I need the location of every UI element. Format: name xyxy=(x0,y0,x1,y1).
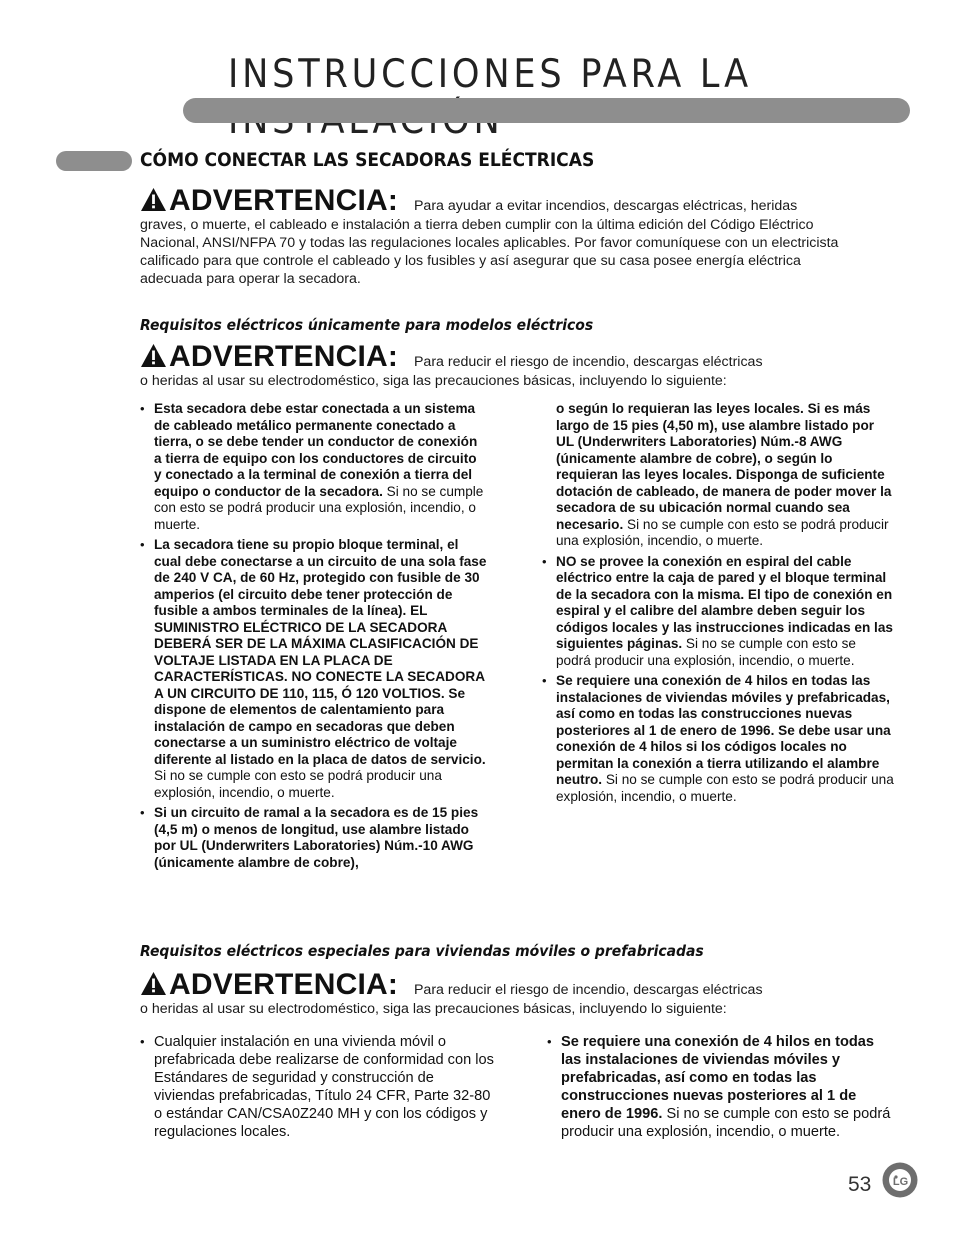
page-title: INSTRUCCIONES PARA LA xyxy=(228,52,752,97)
list-item-continued: o según lo requieran las leyes locales. Si es más largo de 15 pies (4,50 m), use alambre listado por UL (Underwriters Laboratories) Núm.-8 AWG (únicamente alambre de cobre), o según lo requieran las leyes locales. Disponga de suficiente dotación de cableado, de manera de poder mover la secadora de su ubicación normal cuando sea necesario. Si no se cumple con esto se podrá producir una explosión, incendio, o muerte. xyxy=(556,401,892,548)
warning-text-rest: graves, o muerte, el cableado e instalación a tierra deben cumplir con la última edición del Código Eléctrico Nacional, ANSI/NFPA 70 y todas las regulaciones locales aplicables. Por favor comuníquese con un electricista calificado para que controle el cableado y los fusibles y así asegurar que su casa posee energía eléctrica adecuada para operar la secadora. xyxy=(140,217,839,287)
warning-general xyxy=(140,186,860,288)
warning-text-rest: o heridas al usar su electrodoméstico, siga las precauciones básicas, incluyendo lo siguiente: xyxy=(140,373,727,389)
warning-text-rest: o heridas al usar su electrodoméstico, siga las precauciones básicas, incluyendo lo siguiente: xyxy=(140,1001,727,1017)
warning-text-first: Para reducir el riesgo de incendio, descargas eléctricas xyxy=(413,982,763,998)
lg-logo-icon xyxy=(882,1162,918,1198)
mobile-requirements-left xyxy=(140,1033,498,1145)
warning-triangle-icon xyxy=(140,343,167,368)
warning-mobile xyxy=(140,970,860,1018)
list-item: • Se requiere una conexión de 4 hilos en todas las instalaciones de viviendas móviles y prefabricadas, así como en todas las construcciones nuevas posteriores al 1 de enero de 1996. Se debe usar una conexión de 4 hilos si los códigos locales no permitan la conexión a tierra utilizando el alambre neutro. Si no se cumple con esto se podrá producir una explosión, incendio, o muerte. xyxy=(542,673,894,805)
warning-text-first: Para reducir el riesgo de incendio, descargas eléctricas xyxy=(413,354,763,370)
page-number: 53 xyxy=(848,1173,872,1196)
warning-electric xyxy=(140,342,860,390)
subheading-electric: Requisitos eléctricos únicamente para modelos eléctricos xyxy=(140,316,594,334)
list-item: • Se requiere una conexión de 4 hilos en todas las instalaciones de viviendas móviles y prefabricadas, así como en todas las construcciones nuevas posteriores al 1 de enero de 1996. Si no se cumple con esto se podrá producir una explosión, incendio, o muerte. xyxy=(547,1033,897,1141)
subheading-mobile: Requisitos eléctricos especiales para viviendas móviles o prefabricadas xyxy=(140,942,704,960)
warning-text-first: Para ayudar a evitar incendios, descargas eléctricas, heridas xyxy=(413,198,798,214)
list-item: • La secadora tiene su propio bloque terminal, el cual debe conectarse a un circuito de una sola fase de 240 V CA, de 60 Hz, protegido con fusible de 30 amperios (el circuito debe tener protección de fusible a ambos terminales de la línea). EL SUMINISTRO ELÉCTRICO DE LA SECADORA DEBERÁ SER DE LA MÁXIMA CLASIFICACIÓN DE VOLTAJE LISTADA EN LA PLACA DE CARACTERÍSTICAS. NO CONECTE LA SECADORA A UN CIRCUITO DE 110, 115, Ó 120 VOLTIOS. Se dispone de elementos de calentamiento para instalación de campo en secadoras que deben conectarse a un suministro eléctrico de voltaje diferente al listado en la placa de datos de servicio. Si no se cumple con esto se podrá producir una explosión, incendio, o muerte. xyxy=(140,537,487,801)
list-item: • NO se provee la conexión en espiral del cable eléctrico entre la caja de pared y el bloque terminal de la secadora con la misma. El tipo de conexión en espiral y el calibre del alambre deben seguir los códigos locales y las instrucciones indicadas en las siguientes páginas. Si no se cumple con esto se podrá producir una explosión, incendio, o muerte. xyxy=(542,554,894,670)
warning-label: ADVERTENCIA: xyxy=(169,340,399,373)
list-item: • Esta secadora debe estar conectada a un sistema de cableado metálico permanente conectado a tierra, o se debe tender un conductor de conexión a tierra de equipo con los conductores de circuito y conectado a la terminal de conexión a tierra del equipo o conductor de la secadora. Si no se cumple con esto se podrá producir una explosión, incendio, o muerte. xyxy=(140,401,487,533)
warning-label: ADVERTENCIA: xyxy=(169,184,399,217)
electric-requirements-right xyxy=(542,401,894,809)
warning-triangle-icon xyxy=(140,971,167,996)
warning-triangle-icon xyxy=(140,187,167,212)
list-item: • Si un circuito de ramal a la secadora es de 15 pies (4,5 m) o menos de longitud, use alambre listado por UL (Underwriters Laboratories) Núm.-10 AWG (únicamente alambre de cobre), xyxy=(140,805,487,871)
section-heading: CÓMO CONECTAR LAS SECADORAS ELÉCTRICAS xyxy=(140,149,595,171)
title-bar xyxy=(183,98,910,123)
warning-label: ADVERTENCIA: xyxy=(169,968,399,1001)
lg-logo-text: LG xyxy=(892,1176,909,1188)
mobile-requirements-right xyxy=(547,1033,897,1145)
list-item: • Cualquier instalación en una vivienda móvil o prefabricada debe realizarse de conformidad con los Estándares de seguridad y construcción de viviendas prefabricadas, Título 24 CFR, Parte 32-80 o estándar CAN/CSA0Z240 MH y con los códigos y regulaciones locales. xyxy=(140,1033,498,1141)
section-bar xyxy=(56,151,132,171)
electric-requirements-left xyxy=(140,401,487,875)
